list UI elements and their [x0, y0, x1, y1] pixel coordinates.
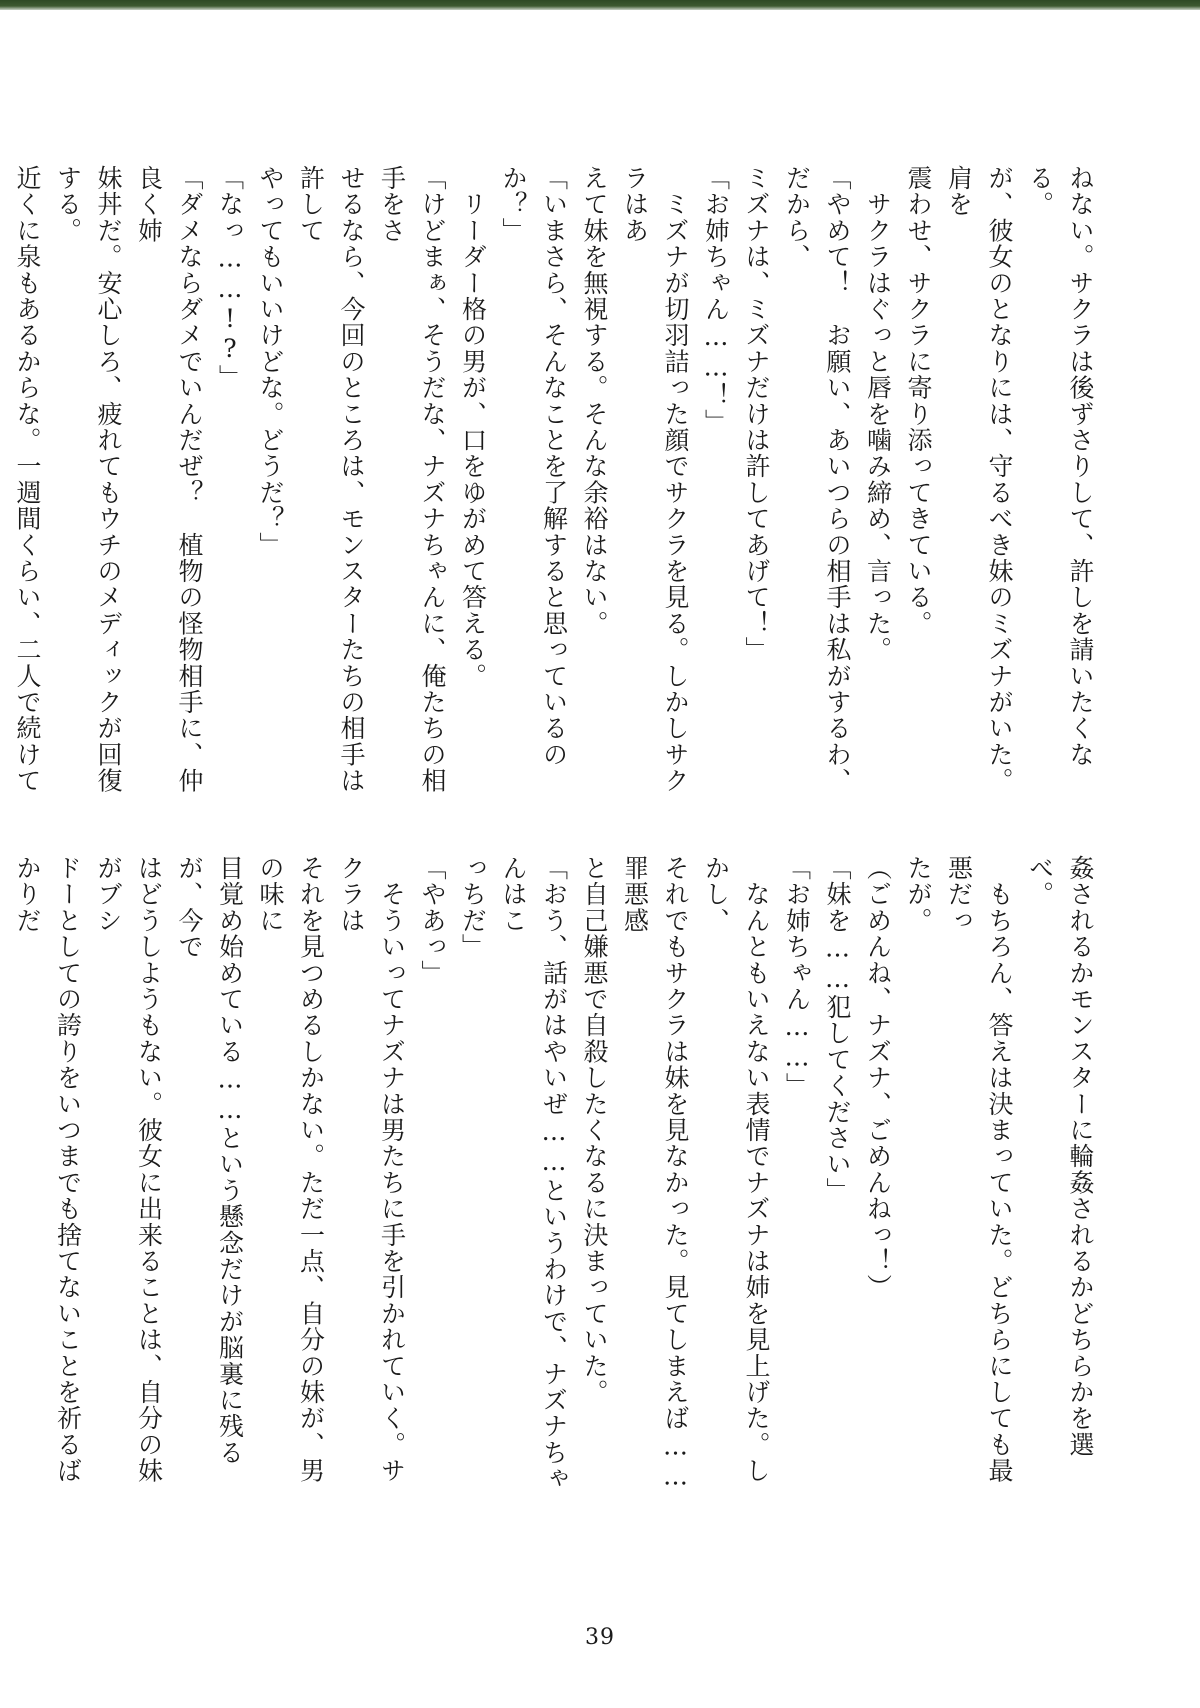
- text-line: 姦されるかモンスターに輪姦されるかどちらかを選べ。: [1025, 855, 1095, 1458]
- text-line: 「お姉ちゃん……！」: [701, 165, 731, 435]
- text-line: と自己嫌悪で自殺したくなるに決まっていた。: [580, 855, 609, 1406]
- text-line: やってもいいけどな。どうだ？」: [256, 165, 285, 558]
- text-line: 「やあっ」: [418, 855, 447, 986]
- text-line: なんともいえない表情でナズナは姉を見上げた。しかし、: [701, 855, 771, 1484]
- top-edge-border: [0, 0, 1200, 10]
- text-line: ミズナが切羽詰った顔でサクラを見る。しかしサクラはあ: [620, 165, 690, 794]
- text-line: はどうしようもない。彼女に出来ることは、自分の妹がブシ: [94, 855, 164, 1484]
- text-line: 近くに泉もあるからな。一週間くらい、二人で続けて: [13, 165, 42, 794]
- text-line: ドーとしての誇りをいつまでも捨てないことを祈るばかりだ: [13, 855, 83, 1484]
- text-line: 「けどまぁ、そうだな、ナズナちゃんに、俺たちの相手をさ: [377, 165, 447, 794]
- text-line: 「なっ……!?」: [215, 165, 245, 391]
- text-line: せるなら、今回のところは、モンスターたちの相手は許して: [296, 165, 366, 794]
- text-line: そういってナズナは男たちに手を引かれていく。サクラは: [337, 855, 407, 1484]
- text-line: （ごめんね、ナズナ、ごめんねっ！）: [863, 855, 893, 1301]
- text-line: 目覚め始めている……という懸念だけが脳裏に残るが、今で: [175, 855, 245, 1466]
- text-line: 「妹を……犯してください」: [823, 855, 852, 1204]
- text-line: 「いまさら、そんなことを了解すると思っているのか？」: [499, 165, 569, 768]
- text-line: が、彼女のとなりには、守るべき妹のミズナがいた。肩を: [944, 165, 1014, 794]
- text-line: えて妹を無視する。そんな余裕はない。: [580, 165, 609, 637]
- lower-text-block: [13, 855, 1100, 1495]
- text-line: ミズナは、ミズナだけは許してあげて！」: [742, 165, 771, 663]
- text-line: サクラはぐっと唇を噛み締め、言った。: [863, 165, 893, 663]
- text-line: もちろん、答えは決まっていた。どちらにしても最悪だっ: [944, 855, 1014, 1484]
- text-line: 「おう、話がはやいぜ……というわけで、ナズナちゃんはこ: [499, 855, 569, 1492]
- text-line: リーダー格の男が、口をゆがめて答える。: [458, 165, 488, 689]
- text-line: 「やめて！ お願い、あいつらの相手は私がするわ、だから、: [782, 165, 852, 794]
- text-line: 震わせ、サクラに寄り添ってきている。: [904, 165, 933, 637]
- text-line: 妹丼だ。安心しろ、疲れてもウチのメディックが回復する。: [53, 165, 123, 794]
- text-line: たが。: [904, 855, 933, 934]
- text-line: [0, 855, 7, 1495]
- text-line: ねない。サクラは後ずさりして、許しを請いたくなる。: [1025, 165, 1095, 768]
- upper-text-block: [13, 165, 1100, 805]
- text-line: それでもサクラは妹を見なかった。見てしまえば……罪悪感: [620, 855, 690, 1492]
- text-line: 「お姉ちゃん……」: [782, 855, 812, 1099]
- text-line: っちだ」: [458, 855, 488, 960]
- text-line: 「ダメならダメでいんだぜ？ 植物の怪物相手に、仲良く姉: [134, 165, 204, 794]
- text-line: それを見つめるしかない。ただ一点、自分の妹が、男の味に: [256, 855, 326, 1484]
- page-number: 39: [585, 1625, 615, 1650]
